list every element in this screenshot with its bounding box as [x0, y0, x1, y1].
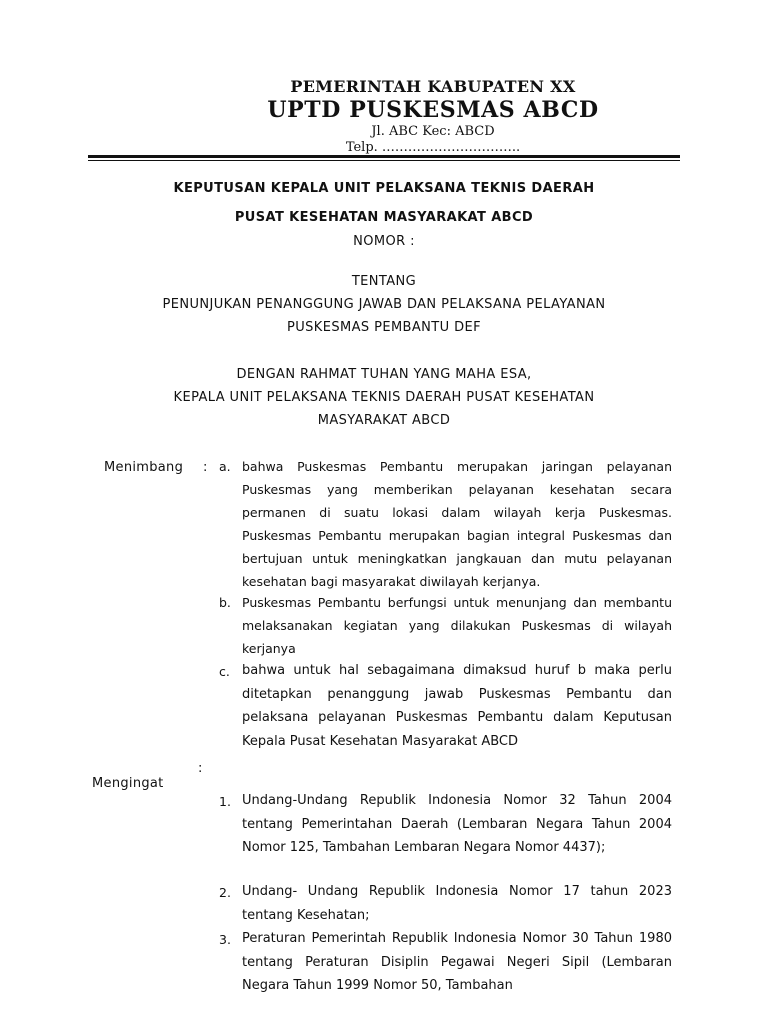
mengingat-marker-2: 2.	[219, 885, 231, 900]
menimbang-item-a: bahwa Puskesmas Pembantu merupakan jaringan pelayanan Puskesmas yang memberikan pelayanan kesehatan secara permanen di suatu lokasi dalam wilayah kerja Puskesmas. Puskesmas Pembantu merupakan bagian integral Puskesmas dan bertujuan untuk meningkatkan jangkauan dan mutu pelayanan kesehatan bagi masyarakat diwilayah kerjanya.	[242, 459, 672, 589]
menimbang-marker-a: a.	[219, 459, 231, 474]
letterhead-rule-thin	[88, 160, 680, 161]
preamble-line3: MASYARAKAT ABCD	[317, 413, 451, 428]
mengingat-label: Mengingat	[92, 776, 164, 791]
menimbang-colon: :	[203, 460, 208, 475]
decree-title-line1: KEPUTUSAN KEPALA UNIT PELAKSANA TEKNIS DAERAH	[173, 181, 595, 196]
decree-number: NOMOR :	[353, 234, 415, 249]
mengingat-marker-1: 1.	[219, 794, 231, 809]
mengingat-marker-3: 3.	[219, 932, 231, 947]
mengingat-item-1: Undang-Undang Republik Indonesia Nomor 32 Tahun 2004 tentang Pemerintahan Daerah (Lembaran Negara Tahun 2004 Nomor 125, Tambahan Lembaran Negara Nomor 4437);	[242, 793, 672, 855]
about-heading: TENTANG	[351, 274, 417, 289]
menimbang-item-c: bahwa untuk hal sebagaimana dimaksud huruf b maka perlu ditetapkan penanggung jawab Puskesmas Pembantu dan pelaksana pelayanan Puskesmas Pembantu dalam Keputusan Kepala Pusat Kesehatan Masyarakat ABCD	[242, 663, 672, 749]
mengingat-colon: :	[198, 761, 203, 776]
letterhead-government: PEMERINTAH KABUPATEN XX	[290, 77, 576, 96]
mengingat-item-3: Peraturan Pemerintah Republik Indonesia Nomor 30 Tahun 1980 tentang Peraturan Disiplin Pegawai Negeri Sipil (Lembaran Negara Tahun 1999 Nomor 50, Tambahan	[242, 931, 672, 993]
menimbang-marker-c: c.	[219, 664, 230, 679]
preamble-line2: KEPALA UNIT PELAKSANA TEKNIS DAERAH PUSAT KESEHATAN	[173, 390, 595, 405]
menimbang-item-b: Puskesmas Pembantu berfungsi untuk menunjang dan membantu melaksanakan kegiatan yang dilakukan Puskesmas di wilayah kerjanya	[242, 595, 672, 656]
decree-title-line2: PUSAT KESEHATAN MASYARAKAT ABCD	[234, 210, 534, 225]
preamble-line1: DENGAN RAHMAT TUHAN YANG MAHA ESA,	[236, 367, 532, 382]
letterhead-institution: UPTD PUSKESMAS ABCD	[267, 97, 599, 123]
menimbang-label: Menimbang	[104, 460, 184, 475]
letterhead-rule-thick	[88, 155, 680, 158]
about-subject-line2: PUSKESMAS PEMBANTU DEF	[287, 320, 481, 335]
letterhead-address: Jl. ABC Kec: ABCD	[371, 124, 495, 139]
menimbang-marker-b: b.	[219, 595, 231, 610]
mengingat-item-2: Undang- Undang Republik Indonesia Nomor 17 tahun 2023 tentang Kesehatan;	[242, 884, 672, 923]
letterhead-phone: Telp. …………………………..	[345, 140, 521, 155]
about-subject-line1: PENUNJUKAN PENANGGUNG JAWAB DAN PELAKSANA PELAYANAN	[162, 297, 606, 312]
